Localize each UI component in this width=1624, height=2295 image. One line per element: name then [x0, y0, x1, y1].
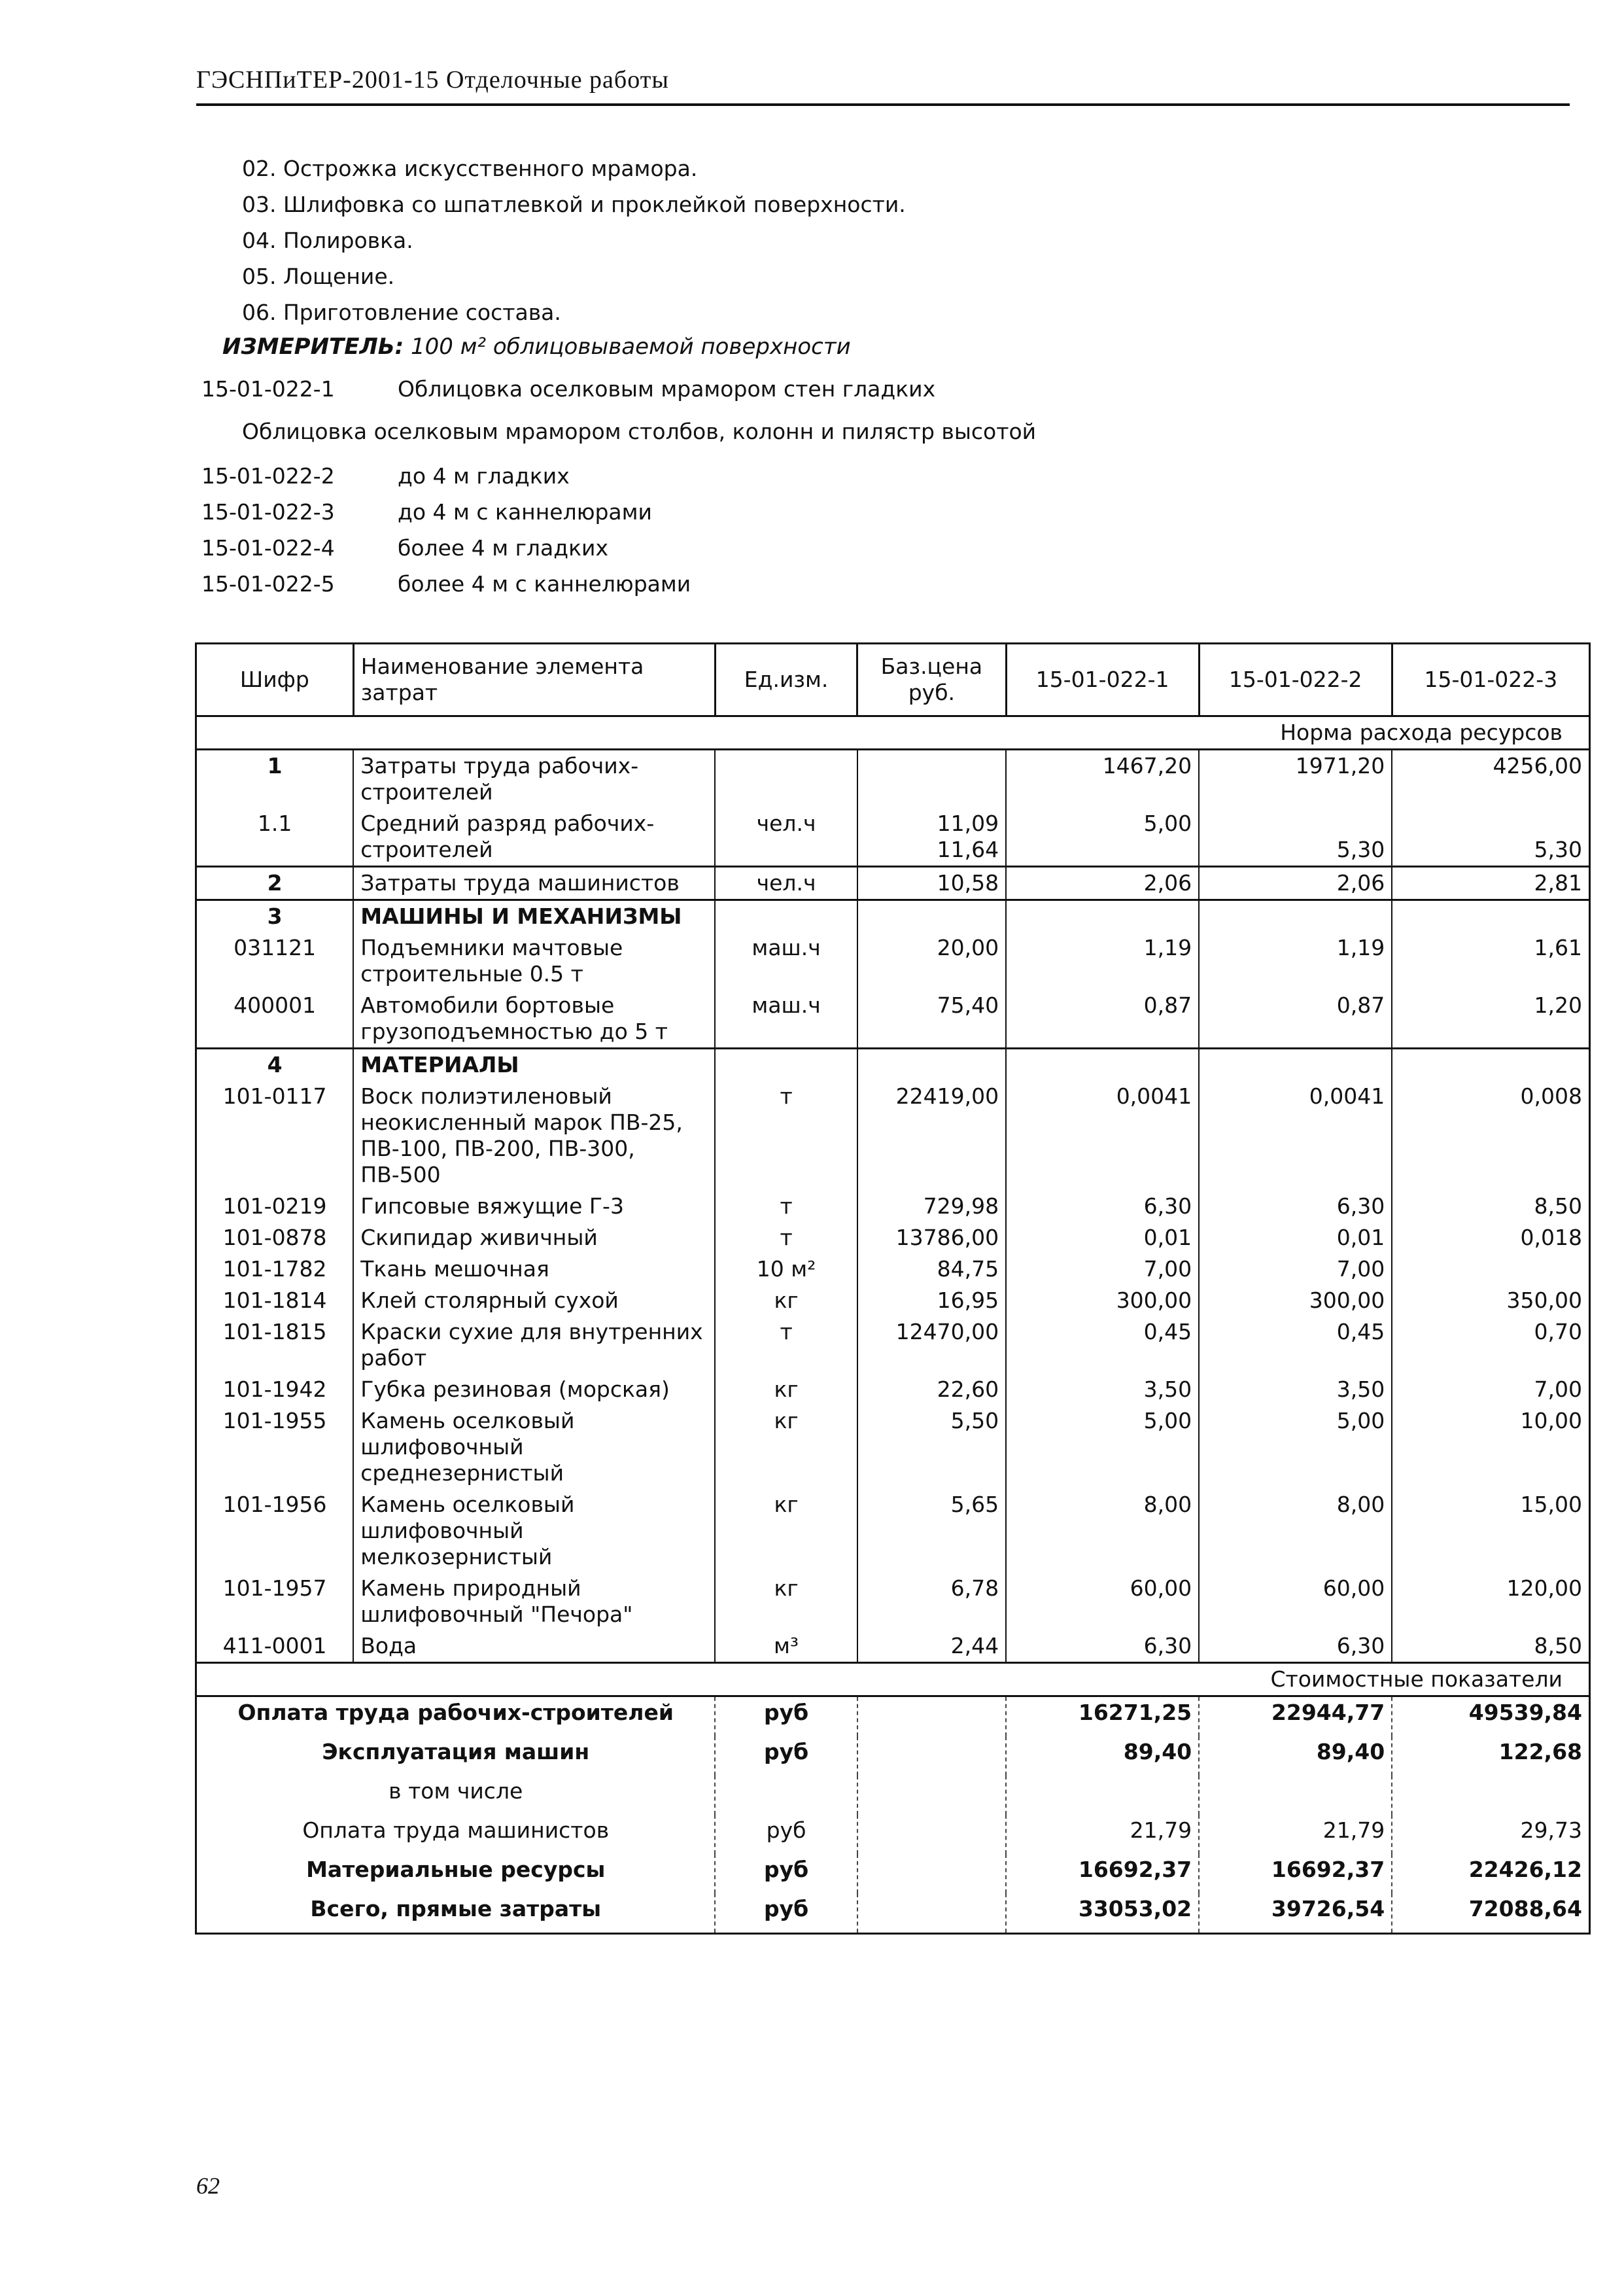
cell-unit: кг: [715, 1489, 857, 1573]
cell-name: Затраты труда машинистов: [353, 867, 715, 900]
cell-v3: 1,20: [1392, 990, 1589, 1049]
table-row: [196, 1489, 1590, 1573]
cell-cipher: 411-0001: [196, 1630, 354, 1663]
meter-line: [222, 334, 851, 360]
cost-unit: руб: [715, 1893, 857, 1934]
cell-v3: 350,00: [1392, 1285, 1589, 1316]
table-row: [196, 1405, 1590, 1489]
table-row: [196, 1285, 1590, 1316]
cell-cipher: 1: [196, 750, 354, 809]
cost-v1: 16271,25: [1006, 1696, 1199, 1737]
code-line: [201, 463, 570, 489]
header-base-price: Баз.цена руб.: [857, 644, 1006, 716]
cost-v2: 21,79: [1199, 1815, 1392, 1854]
cell-v1: 0,0041: [1006, 1081, 1199, 1191]
cell-unit: чел.ч: [715, 867, 857, 900]
cell-cipher: 101-1815: [196, 1316, 354, 1374]
code-id: 15-01-022-1: [201, 376, 335, 402]
cell-unit: кг: [715, 1573, 857, 1630]
cell-price: 75,40: [857, 990, 1006, 1049]
code-line: [201, 571, 691, 597]
cell-v2: 2,06: [1199, 867, 1392, 900]
cell-v3: [1392, 808, 1589, 867]
header-name: Наименование элемента затрат: [353, 644, 715, 716]
cell-cipher: 4: [196, 1049, 354, 1081]
cell-price: [857, 750, 1006, 809]
table-header-row: [196, 644, 1590, 716]
cell-v1: 6,30: [1006, 1191, 1199, 1222]
cell-v3: 10,00: [1392, 1405, 1589, 1489]
header-code-2: 15-01-022-2: [1199, 644, 1392, 716]
cell-cipher: 101-0878: [196, 1222, 354, 1253]
cell-name: Камень оселковый шлифовочный среднезернистый: [353, 1405, 715, 1489]
cell-v2: 7,00: [1199, 1253, 1392, 1285]
norm-banner: Норма расхода ресурсов: [196, 716, 1590, 750]
resource-norms-table: [195, 642, 1591, 1935]
norm-banner-row: [196, 716, 1590, 750]
cost-row: [196, 1893, 1590, 1934]
cost-v1: 89,40: [1006, 1736, 1199, 1776]
code-name: до 4 м с каннелюрами: [398, 499, 652, 525]
table-row: [196, 1316, 1590, 1374]
cell-name: Вода: [353, 1630, 715, 1663]
cost-unit: руб: [715, 1736, 857, 1776]
header-title: ГЭСНПиТЕР-2001-15 Отделочные работы: [196, 66, 669, 94]
code-name: до 4 м гладких: [398, 463, 570, 489]
cell-v1: 5,00: [1006, 808, 1199, 867]
cell-name: МАШИНЫ И МЕХАНИЗМЫ: [353, 900, 715, 933]
cell-v3: 1,61: [1392, 932, 1589, 990]
cost-banner: Стоимостные показатели: [196, 1663, 1590, 1696]
cell-name: Гипсовые вяжущие Г-3: [353, 1191, 715, 1222]
cost-v3: 22426,12: [1392, 1854, 1589, 1893]
cost-v1: 21,79: [1006, 1815, 1199, 1854]
cost-v3: 29,73: [1392, 1815, 1589, 1854]
cell-name: Камень природный шлифовочный "Печора": [353, 1573, 715, 1630]
header-code-1: 15-01-022-1: [1006, 644, 1199, 716]
cell-name: Затраты труда рабочих-строителей: [353, 750, 715, 809]
cell-cipher: 101-1814: [196, 1285, 354, 1316]
cell-cipher: 031121: [196, 932, 354, 990]
cost-v1: 33053,02: [1006, 1893, 1199, 1934]
cell-v3: 120,00: [1392, 1573, 1589, 1630]
cell-name: Краски сухие для внутренних работ: [353, 1316, 715, 1374]
cell-v1: 0,87: [1006, 990, 1199, 1049]
cell-v2: 3,50: [1199, 1374, 1392, 1405]
cell-cipher: 1.1: [196, 808, 354, 867]
cell-unit: т: [715, 1316, 857, 1374]
price-b: 11,64: [937, 837, 999, 862]
table-row: [196, 1374, 1590, 1405]
cell-unit: кг: [715, 1405, 857, 1489]
cell-v2: [1199, 808, 1392, 867]
cost-v3: 122,68: [1392, 1736, 1589, 1776]
cell-name: МАТЕРИАЛЫ: [353, 1049, 715, 1081]
cell-unit: маш.ч: [715, 932, 857, 990]
cell-v2: 0,45: [1199, 1316, 1392, 1374]
cell-price: 10,58: [857, 867, 1006, 900]
meter-label: ИЗМЕРИТЕЛЬ:: [222, 334, 404, 360]
cell-v3: 4256,00: [1392, 750, 1589, 809]
cost-v2: 16692,37: [1199, 1854, 1392, 1893]
cost-v2: 22944,77: [1199, 1696, 1392, 1737]
cell-name: Скипидар живичный: [353, 1222, 715, 1253]
cell-cipher: 101-1942: [196, 1374, 354, 1405]
header-unit: Ед.изм.: [715, 644, 857, 716]
cell-v2: 1,19: [1199, 932, 1392, 990]
table-row: [196, 1081, 1590, 1191]
code-line: [201, 535, 608, 561]
cell-name: Клей столярный сухой: [353, 1285, 715, 1316]
cell-name: Губка резиновая (морская): [353, 1374, 715, 1405]
cell-v2: 0,0041: [1199, 1081, 1392, 1191]
page-number: 62: [196, 2173, 220, 2199]
operation-item: 05. Лощение.: [242, 264, 395, 289]
cost-unit: руб: [715, 1854, 857, 1893]
cell-unit: т: [715, 1081, 857, 1191]
table-row: [196, 808, 1590, 867]
table-row: [196, 1253, 1590, 1285]
cell-unit: кг: [715, 1374, 857, 1405]
operation-item: 03. Шлифовка со шпатлевкой и проклейкой поверхности.: [242, 192, 906, 217]
cost-row: [196, 1696, 1590, 1737]
cell-v1: 1467,20: [1006, 750, 1199, 809]
cost-row: [196, 1776, 1590, 1815]
cell-v1: 60,00: [1006, 1573, 1199, 1630]
table-row: [196, 1049, 1590, 1081]
cost-name: Оплата труда рабочих-строителей: [196, 1696, 716, 1737]
cost-unit: руб: [715, 1815, 857, 1854]
cell-unit: кг: [715, 1285, 857, 1316]
group-heading: Облицовка оселковым мрамором столбов, колонн и пилястр высотой: [242, 419, 1037, 444]
table-row: [196, 1630, 1590, 1663]
page-header: [196, 65, 1570, 106]
cell-v2: 300,00: [1199, 1285, 1392, 1316]
code-id: 15-01-022-4: [201, 535, 335, 561]
meter-text: 100 м² облицовываемой поверхности: [411, 334, 851, 360]
table-row: [196, 1222, 1590, 1253]
cell-cipher: 400001: [196, 990, 354, 1049]
table-row: [196, 1191, 1590, 1222]
cost-row: [196, 1815, 1590, 1854]
operations-list: [242, 150, 906, 330]
cell-price: 20,00: [857, 932, 1006, 990]
cell-price: 84,75: [857, 1253, 1006, 1285]
code-name: более 4 м гладких: [398, 535, 608, 561]
cost-name: Оплата труда машинистов: [196, 1815, 716, 1854]
cell-v3: 15,00: [1392, 1489, 1589, 1573]
cell-v2: 6,30: [1199, 1191, 1392, 1222]
cost-name: Материальные ресурсы: [196, 1854, 716, 1893]
cell-price: 13786,00: [857, 1222, 1006, 1253]
cost-name: в том числе: [196, 1776, 716, 1815]
cell-v2: 5,00: [1199, 1405, 1392, 1489]
cell-v1: 0,01: [1006, 1222, 1199, 1253]
cell-v2: 0,87: [1199, 990, 1392, 1049]
cell-price: 5,50: [857, 1405, 1006, 1489]
cost-row: [196, 1854, 1590, 1893]
cell-price: 12470,00: [857, 1316, 1006, 1374]
cell-price: 729,98: [857, 1191, 1006, 1222]
operation-item: 06. Приготовление состава.: [242, 300, 561, 325]
cell-v1: 2,06: [1006, 867, 1199, 900]
cell-unit: м³: [715, 1630, 857, 1663]
cell-cipher: 101-1956: [196, 1489, 354, 1573]
cell-name: Камень оселковый шлифовочный мелкозернистый: [353, 1489, 715, 1573]
cell-v1: 6,30: [1006, 1630, 1199, 1663]
cell-v1: 1,19: [1006, 932, 1199, 990]
cell-v1: 7,00: [1006, 1253, 1199, 1285]
cell-v3: [1392, 1253, 1589, 1285]
cost-v3: 72088,64: [1392, 1893, 1589, 1934]
cell-unit: 10 м²: [715, 1253, 857, 1285]
value-b: 5,30: [1534, 837, 1582, 862]
cell-cipher: 101-0219: [196, 1191, 354, 1222]
code-line: [201, 499, 652, 525]
cost-name: Эксплуатация машин: [196, 1736, 716, 1776]
code-id: 15-01-022-3: [201, 499, 335, 525]
code-line: [201, 376, 935, 402]
cell-v3: 0,018: [1392, 1222, 1589, 1253]
cell-v2: 0,01: [1199, 1222, 1392, 1253]
table-row: [196, 750, 1590, 809]
cell-v1: 0,45: [1006, 1316, 1199, 1374]
cell-v1: 5,00: [1006, 1405, 1199, 1489]
cell-price: 2,44: [857, 1630, 1006, 1663]
price-a: 11,09: [937, 811, 999, 836]
code-name: более 4 м с каннелюрами: [398, 571, 691, 597]
cell-price: 5,65: [857, 1489, 1006, 1573]
cell-name: Подъемники мачтовые строительные 0.5 т: [353, 932, 715, 990]
cell-v2: 8,00: [1199, 1489, 1392, 1573]
cell-v3: 0,008: [1392, 1081, 1589, 1191]
cost-banner-row: [196, 1663, 1590, 1696]
cost-v2: 39726,54: [1199, 1893, 1392, 1934]
cell-v1: 3,50: [1006, 1374, 1199, 1405]
cell-name: Воск полиэтиленовый неокисленный марок ПВ-25, ПВ-100, ПВ-200, ПВ-300, ПВ-500: [353, 1081, 715, 1191]
table-row: [196, 932, 1590, 990]
header-cipher: Шифр: [196, 644, 354, 716]
cell-unit: маш.ч: [715, 990, 857, 1049]
operation-item: 04. Полировка.: [242, 228, 413, 253]
cell-name: Автомобили бортовые грузоподъемностью до 5 т: [353, 990, 715, 1049]
cell-cipher: 2: [196, 867, 354, 900]
table-row: [196, 990, 1590, 1049]
cell-cipher: 101-1957: [196, 1573, 354, 1630]
cost-v3: 49539,84: [1392, 1696, 1589, 1737]
cell-unit: т: [715, 1222, 857, 1253]
cell-price: 6,78: [857, 1573, 1006, 1630]
cell-v1: 8,00: [1006, 1489, 1199, 1573]
cell-name: Ткань мешочная: [353, 1253, 715, 1285]
cell-price: 22419,00: [857, 1081, 1006, 1191]
cell-price: 16,95: [857, 1285, 1006, 1316]
code-name: Облицовка оселковым мрамором стен гладких: [398, 376, 936, 402]
cell-v3: 8,50: [1392, 1191, 1589, 1222]
value-b: 5,30: [1336, 837, 1385, 862]
code-id: 15-01-022-2: [201, 463, 335, 489]
cost-row: [196, 1736, 1590, 1776]
cell-cipher: 101-0117: [196, 1081, 354, 1191]
cost-unit: руб: [715, 1696, 857, 1737]
cell-unit: т: [715, 1191, 857, 1222]
cell-unit: [715, 750, 857, 809]
cell-v3: 8,50: [1392, 1630, 1589, 1663]
cell-unit: чел.ч: [715, 808, 857, 867]
cell-price: [857, 808, 1006, 867]
cell-v1: 300,00: [1006, 1285, 1199, 1316]
cell-price: 22,60: [857, 1374, 1006, 1405]
table-row: [196, 900, 1590, 933]
cell-cipher: 3: [196, 900, 354, 933]
cost-v1: 16692,37: [1006, 1854, 1199, 1893]
table-row: [196, 867, 1590, 900]
cost-v2: 89,40: [1199, 1736, 1392, 1776]
table-row: [196, 1573, 1590, 1630]
cell-v3: 0,70: [1392, 1316, 1589, 1374]
header-code-3: 15-01-022-3: [1392, 644, 1589, 716]
operation-item: 02. Острожка искусственного мрамора.: [242, 156, 698, 181]
cell-name: Средний разряд рабочих-строителей: [353, 808, 715, 867]
cell-v3: 2,81: [1392, 867, 1589, 900]
cell-cipher: 101-1955: [196, 1405, 354, 1489]
cell-cipher: 101-1782: [196, 1253, 354, 1285]
cell-v3: 7,00: [1392, 1374, 1589, 1405]
cell-v2: 1971,20: [1199, 750, 1392, 809]
cost-name: Всего, прямые затраты: [196, 1893, 716, 1934]
code-id: 15-01-022-5: [201, 571, 335, 597]
cell-v2: 60,00: [1199, 1573, 1392, 1630]
cell-v2: 6,30: [1199, 1630, 1392, 1663]
